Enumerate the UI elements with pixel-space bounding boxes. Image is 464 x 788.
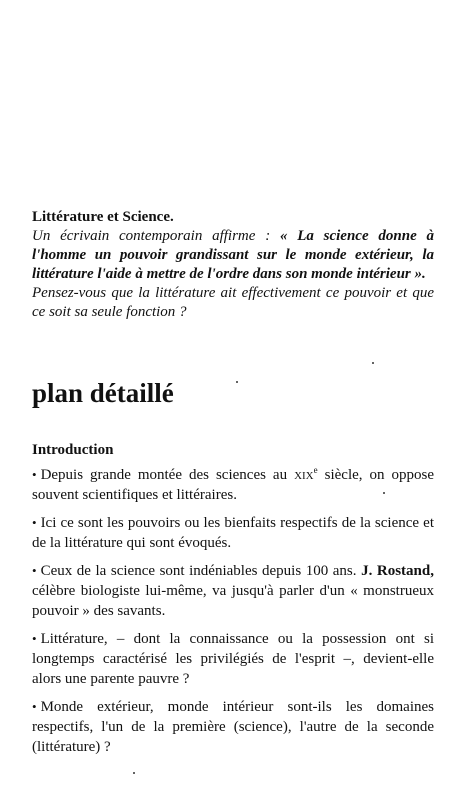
century-numeral: xix [294,467,314,483]
bullet-icon: • [32,563,37,578]
point-text-end: célèbre biologiste lui-même, va jusqu'à parler d'un « monstrueux pouvoir » des savants. [32,583,434,619]
subject-title: Littérature et Science. [32,209,174,225]
scan-speck [236,381,238,383]
subject-intro: Un écrivain contemporain affirme : [32,228,280,244]
list-item [32,465,434,505]
scan-speck [133,772,135,774]
author-name: J. Rostand, [361,563,434,579]
point-text: Depuis grande montée des sciences au [40,467,295,483]
subject-quote: « La science donne à l'homme un pouvoir grandissant sur le monde extérieur, la littérature l'aide à mettre de l'ordre dans son monde intérieur ». [32,228,434,282]
bullet-icon: • [32,467,37,482]
century-suffix: e [313,465,318,475]
point-text: Ici ce sont les pouvoirs ou les bienfaits respectifs de la science et de la littérature qui sont évoqués. [32,515,434,551]
list-item [32,561,434,621]
point-text: Ceux de la science sont indéniables depuis 100 ans. [40,563,362,579]
subject-prompt [32,227,434,284]
point-text-end: siècle, on oppose souvent scientifiques et littéraires. [32,467,434,503]
introduction-heading: Introduction [32,442,114,458]
scan-speck [383,492,385,494]
list-item [32,697,434,757]
bullet-icon: • [32,515,37,530]
list-item [32,629,434,689]
introduction-points [32,465,434,765]
scan-speck [372,362,374,364]
subject-question: Pensez-vous que la littérature ait effectivement ce pouvoir et que ce soit sa seule fonction ? [32,285,434,320]
bullet-icon: • [32,631,37,646]
plan-title: plan détaillé [32,378,174,408]
bullet-icon: • [32,699,37,714]
point-text: Littérature, – dont la connaissance ou la possession ont si longtemps caractérisé les privilégiés de l'esprit –, devient-elle alors une parente pauvre ? [32,631,434,687]
subject-statement [32,227,434,322]
list-item [32,513,434,553]
point-text: Monde extérieur, monde intérieur sont-ils les domaines respectifs, l'un de la première (science), l'autre de la seconde (littérature) ? [32,699,434,755]
